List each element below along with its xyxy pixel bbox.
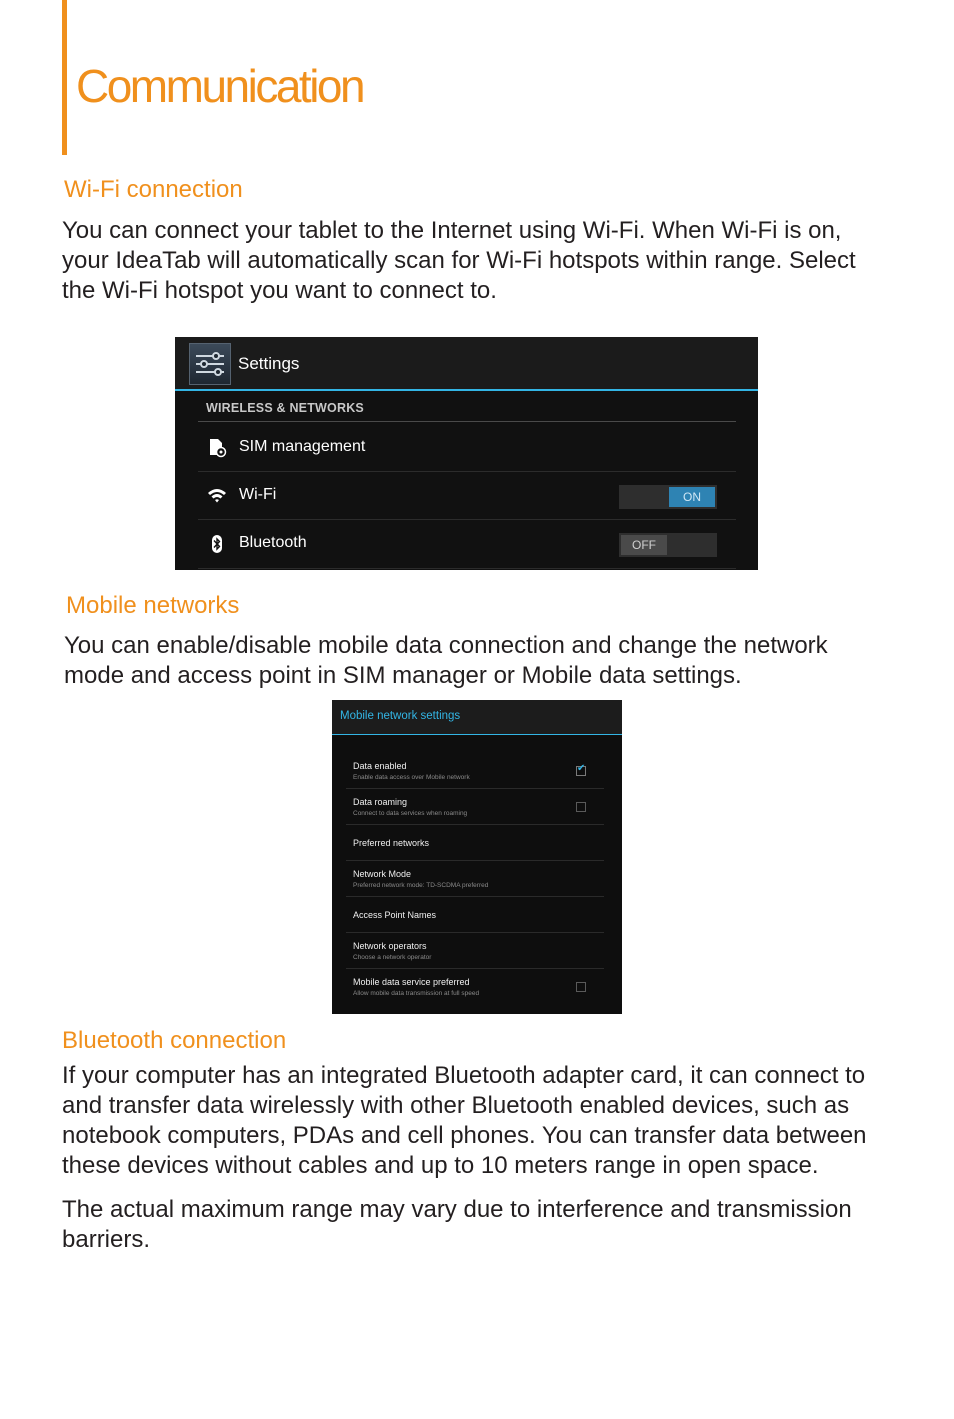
settings-row-bluetooth[interactable]: [198, 520, 736, 568]
page-title: Communication: [76, 60, 364, 112]
wifi-toggle[interactable]: [619, 485, 717, 509]
settings-row-wifi[interactable]: [198, 472, 736, 520]
setting-subtitle: Preferred network mode: TD-SCDMA preferred: [353, 882, 489, 889]
setting-subtitle: Choose a network operator: [353, 954, 432, 961]
category-divider: [198, 421, 736, 422]
settings-sliders-icon[interactable]: [189, 343, 231, 385]
sim-management-label: SIM management: [239, 438, 366, 455]
mobile-data-service-checkbox[interactable]: [576, 982, 586, 992]
bluetooth-toggle[interactable]: [619, 533, 717, 557]
bluetooth-range-note: The actual maximum range may vary due to interference and transmission barriers.: [62, 1196, 852, 1253]
setting-preferred-networks[interactable]: [346, 825, 604, 861]
settings-screenshot: [175, 337, 758, 570]
mobile-settings-title: Mobile network settings: [340, 710, 461, 722]
mobile-settings-header: [332, 700, 622, 735]
setting-title: Mobile data service preferred: [353, 977, 470, 987]
mobile-network-settings-screenshot: [332, 700, 622, 1014]
settings-row-sim-management[interactable]: [198, 424, 736, 472]
setting-network-mode[interactable]: [346, 861, 604, 897]
setting-title: Preferred networks: [353, 838, 430, 848]
title-accent-bar: [62, 0, 67, 155]
setting-data-enabled[interactable]: [346, 753, 604, 789]
setting-title: Data roaming: [353, 797, 408, 807]
mobile-description: You can enable/disable mobile data connection and change the network mode and access point in SIM manager or Mobile data settings.: [64, 632, 828, 689]
setting-network-operators[interactable]: [346, 933, 604, 969]
bluetooth-icon: [207, 534, 227, 554]
bluetooth-label: Bluetooth: [239, 534, 307, 551]
setting-title: Network operators: [353, 941, 427, 951]
data-enabled-checkbox[interactable]: [576, 763, 586, 776]
check-icon: ✔: [577, 763, 586, 774]
mobile-section-heading: Mobile networks: [66, 592, 240, 619]
setting-title: Data enabled: [353, 761, 407, 771]
setting-subtitle: Connect to data services when roaming: [353, 810, 468, 817]
settings-app-title: Settings: [238, 354, 300, 373]
data-roaming-checkbox[interactable]: [576, 802, 586, 812]
wifi-section-heading: Wi-Fi connection: [64, 176, 243, 203]
setting-subtitle: Allow mobile data transmission at full speed: [353, 990, 480, 997]
setting-title: Access Point Names: [353, 910, 437, 920]
wifi-icon: [207, 486, 227, 506]
setting-data-roaming[interactable]: [346, 789, 604, 825]
bluetooth-description: If your computer has an integrated Bluetooth adapter card, it can connect to and transfer data wirelessly with other Bluetooth enabled devices, such as notebook computers, PDAs and cell phones. You can transfer data between these devices without cables and up to 10 meters range in open space.: [62, 1062, 867, 1179]
wifi-description: You can connect your tablet to the Internet using Wi-Fi. When Wi-Fi is on, your IdeaTab will automatically scan for Wi-Fi hotspots within range. Select the Wi-Fi hotspot you want to connect to.: [62, 217, 856, 304]
wireless-networks-category: WIRELESS & NETWORKS: [206, 401, 364, 415]
wifi-toggle-state: ON: [669, 487, 715, 507]
wifi-label: Wi-Fi: [239, 486, 277, 503]
row-divider: [198, 568, 736, 569]
setting-title: Network Mode: [353, 869, 412, 879]
setting-mobile-data-service-preferred[interactable]: [346, 969, 604, 1005]
settings-action-bar: [175, 337, 758, 391]
setting-subtitle: Enable data access over Mobile network: [353, 774, 470, 781]
bluetooth-section-heading: Bluetooth connection: [62, 1027, 287, 1054]
setting-access-point-names[interactable]: [346, 897, 604, 933]
sim-card-gear-icon: [207, 438, 227, 458]
bluetooth-toggle-state: OFF: [621, 535, 667, 555]
